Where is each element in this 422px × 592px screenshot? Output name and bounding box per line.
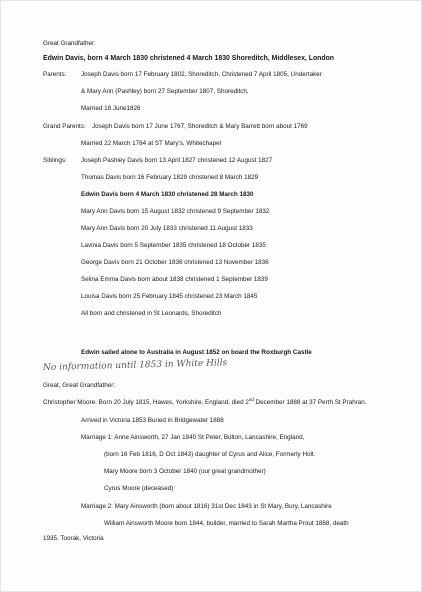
marriage-2-line: Marriage 2: Mary Ainsworth (born about 1816) 31st Dec 1843 in St Mary, Bury, Lancashire [81,503,332,510]
sibling-item: Mary Ann Davis born 20 July 1833 christened 11 August 1833 [81,225,253,232]
arrived-line: Arrived in Victoria 1853 Buried in Bridgewater 1888 [81,417,224,424]
sibling-item: Selina Emma Davis born about 1838 christened 1 September 1839 [81,276,268,283]
sibling-item-edwin: Edwin Davis born 4 March 1830 christened 28 March 1830 [81,191,254,198]
siblings-note: All born and christened in St Leonards, Shoreditch [81,310,222,317]
sibling-item: Mary Ann Davis born 15 August 1832 christened 9 September 1832 [81,208,270,215]
sibling-item: Lavinia Davis born 5 September 1835 christened 18 October 1835 [81,242,266,249]
william-moore-line: William Ainsworth Moore born 1844, builder, married to Sarah Martha Prout 1868, death [104,520,349,527]
mary-moore-line: Mary Moore born 3 October 1840 (our great grandmother) [104,468,266,475]
sibling-item: George Davis born 21 October 1836 christened 13 November 1836 [81,259,269,266]
sibling-item: Joseph Pashley Davis born 13 April 1827 christened 12 August 1827 [81,157,273,164]
christopher-moore-line [43,396,367,407]
grandparents-label: Grand Parents: [43,123,86,130]
parents-line: Joseph Davis born 17 February 1802, Shoreditch, Christened 7 April 1805, Undertaker [81,71,322,78]
grandparents-line: Married 22 March 1784 at ST Mary's, Whitechapel [81,140,222,147]
parents-line: & Mary Ann (Pashley) born 27 September 1807, Shoreditch, [81,88,249,95]
siblings-label: Siblings: [43,157,67,164]
sailed-heading: Edwin sailed alone to Australia in August 1852 on board the Roxburgh Castle [81,349,312,356]
ordinal-suffix: nd [248,396,254,402]
william-moore-line-cont: 1935, Toorak, Victoria [43,535,104,542]
grandparents-line: Joseph Davis born 17 June 1767, Shoreditch & Mary Barrett born about 1769 [92,123,308,130]
christopher-moore-text: Christopher Moore: Born 20 July 1815, Hawes, Yorkshire, England, died 2 [43,399,249,406]
christopher-moore-death: December 1888 at 37 Perth St Prahran. [253,399,367,406]
parents-label: Parents: [43,71,67,78]
great-grandfather-label: Great Grandfather: [43,40,96,47]
great-great-grandfather-label: Great, Great Grandfather: [43,382,116,389]
marriage-1-line: Marriage 1: Anne Ainsworth, 27 Jan 1840 St Peter, Bolton, Lancashire, England, [81,434,305,441]
cyrus-moore-line: Cyrus Moore (deceased) [104,485,174,492]
edwin-davis-heading: Edwin Davis, born 4 March 1830 christened 4 March 1830 Shoreditch, Middlesex, London [43,55,335,62]
sibling-item: Louisa Davis born 25 February 1845 christened 23 March 1845 [81,293,258,300]
handwritten-note: No information until 1853 in White Hills [42,358,228,373]
marriage-1-detail: (born 16 Feb 1816, D Oct 1843) daughter of Cyrus and Alice, Formerly Holt. [104,451,316,458]
sibling-item: Thomas Davis born 16 February 1829 christened 8 March 1829 [81,174,259,181]
parents-line: Married 18 June1826 [81,105,141,112]
